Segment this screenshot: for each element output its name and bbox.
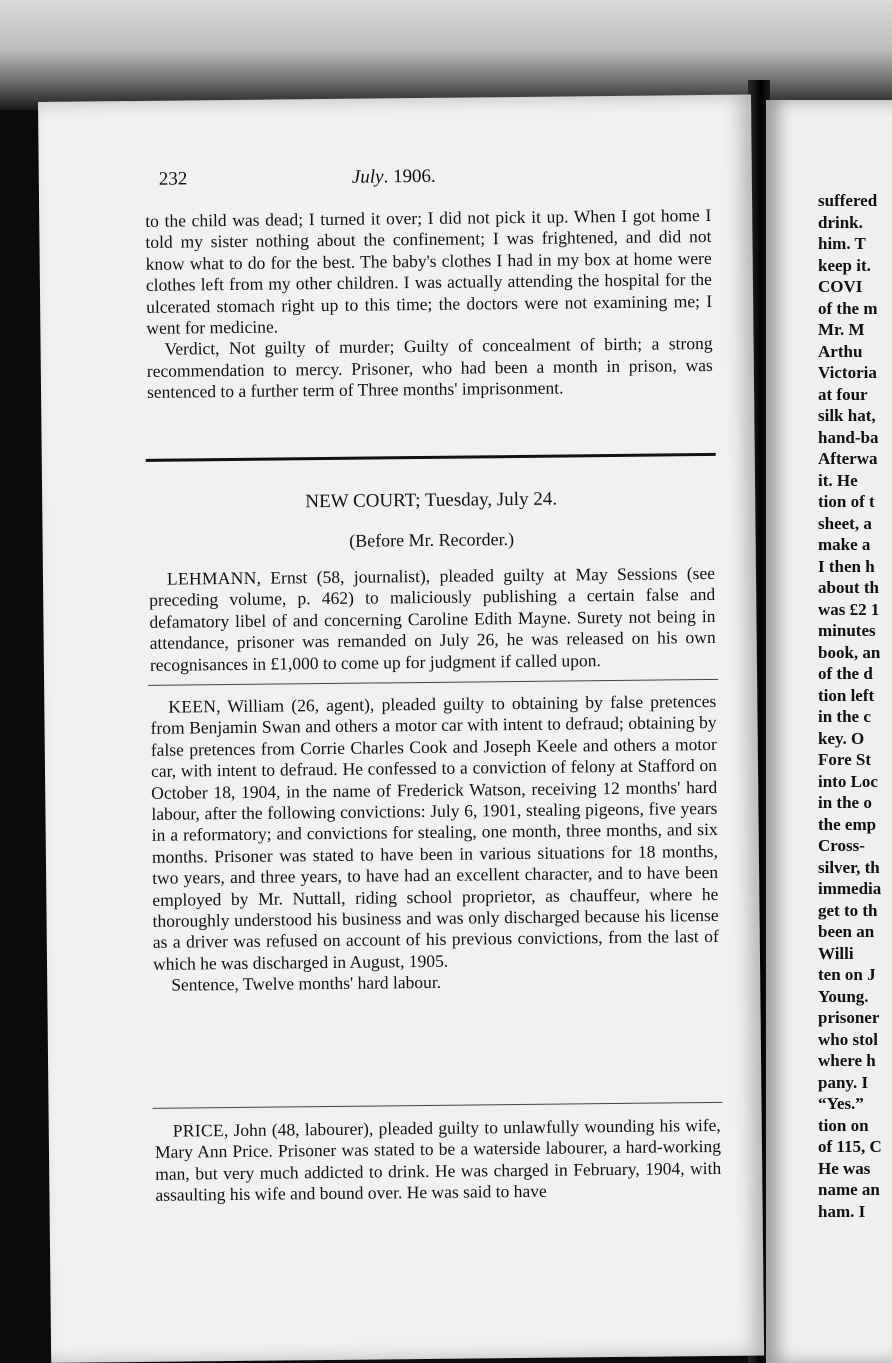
case-paragraph <box>149 563 716 676</box>
previous-case-text <box>145 205 713 404</box>
defendant-name: PRICE <box>172 1120 224 1141</box>
text-line: He was <box>818 1158 871 1178</box>
text-line: the emp <box>818 814 877 834</box>
text-line: tion left <box>818 685 875 705</box>
running-title-month: July <box>351 166 384 188</box>
text-line: prisoner <box>818 1008 880 1027</box>
court-heading: NEW COURT; Tuesday, July 24. <box>305 488 558 513</box>
text-line: COVI <box>818 277 863 296</box>
text-line: pany. I <box>818 1072 869 1092</box>
text-line: minutes <box>818 621 876 640</box>
text-line: hand-ba <box>818 427 879 447</box>
text-line: book, an <box>818 642 881 662</box>
text-line: suffered <box>818 191 878 210</box>
text-line: tion on <box>818 1115 869 1135</box>
defendant-name: LEHMANN <box>166 567 257 589</box>
right-page-fragment <box>766 100 892 1363</box>
page-header <box>159 164 629 197</box>
before-heading: (Before Mr. Recorder.) <box>349 529 515 551</box>
page-number: 232 <box>158 168 188 190</box>
text-line: who stol <box>818 1029 878 1049</box>
text-line: ham. I <box>818 1201 866 1221</box>
running-title-year: . 1906. <box>383 165 436 188</box>
text-line: Young. <box>818 986 869 1006</box>
text-line: it. He <box>818 470 858 490</box>
case-paragraph <box>155 1115 722 1207</box>
text-line: was £2 1 <box>818 599 880 619</box>
text-line: get to th <box>818 900 878 920</box>
text-line: Willi <box>818 943 854 963</box>
sentence-paragraph: Sentence, Twelve months' hard labour. <box>171 972 442 995</box>
running-title <box>159 164 629 191</box>
case-text: , William (26, agent), pleaded guilty to obtaining by false pretences from Benjamin Swan and others a motor car with intent to defraud; obtaining by false pretences from Corrie Charles Cook and Joseph Keele and others a motor car, with intent to defraud. He confessed to a conviction of felony at Stafford on October 18, 1904, in the name of Frederick Watson, receiving 12 months' hard labour, after the following convictions: July 6, 1901, stealing pigeons, five years in a reformatory; and convictions for stealing, one month, three months, and six months. Prisoner was stated to have been in various situations for 18 months, two years, and three years, to have had an excellent character, and to have been employed by Mr. Nuttall, riding school proprietor, as chauffeur, where he thoroughly understood his business and was only discharged because his license as a driver was refused on account of his previous convictions, from the last of which he was discharged in August, 1905. <box>150 690 719 974</box>
text-line: key. O <box>818 728 865 748</box>
text-line: Mr. M <box>818 320 865 339</box>
text-line: “Yes.” <box>818 1094 864 1113</box>
text-line: him. T <box>818 234 866 253</box>
text-line: in the c <box>818 707 871 726</box>
text-line: where h <box>818 1051 876 1070</box>
text-line: in the o <box>818 793 872 812</box>
text-line: Fore St <box>818 750 872 769</box>
paragraph: to the child was dead; I turned it over; I did not pick it up. When I got home I told my sister nothing about the confinement; I was frightened, and did not know what to do for the best. The baby's clothes I had in my box at home were clothes left from my other children. I was actually attending the hospital for the ulcerated stomach right up to this time; the doctors were not examining me; I went for medicine. <box>145 204 713 338</box>
text-line: sheet, a <box>818 513 872 533</box>
text-line: been an <box>818 922 875 941</box>
text-line: into Loc <box>818 771 878 791</box>
case-text: , Ernst (58, journalist), pleaded guilty at May Sessions (see preceding volume, p. 462) to maliciously publishing a certain false and defamatory libel of and concerning Caroline Edith Mayne. Surety not being in attendance, prisoner was remanded on July 26, he was released on his own recognisances in £1,000 to come up for judgment if called upon. <box>149 562 716 675</box>
case-paragraph <box>150 691 719 975</box>
text-line: Cross- <box>818 836 865 855</box>
case-text: , John (48, labourer), pleaded guilty to unlawfully wounding his wife, Mary Ann Price. Prisoner was stated to be a waterside labourer, a hard-working man, but very much addicted to drink. He was charged in February, 1904, with assaulting his wife and bound over. He was said to have <box>154 1114 722 1206</box>
text-line: silk hat, <box>818 406 876 425</box>
text-line: keep it. <box>818 255 871 275</box>
text-line: silver, th <box>818 857 880 877</box>
text-line: tion of t <box>818 492 875 511</box>
text-line: Arthu <box>818 341 863 361</box>
verdict-paragraph: Verdict, Not guilty of murder; Guilty of concealment of birth; a strong recommendation to mercy. Prisoner, who had been a month in prison, was sentenced to a further term of Three months' imprisonment. <box>146 333 713 403</box>
text-line: of the d <box>818 664 873 683</box>
text-line: Victoria <box>818 363 877 382</box>
text-line: immedia <box>818 879 882 898</box>
case-lehmann <box>149 563 716 676</box>
text-line: ten on J <box>818 965 876 984</box>
case-divider <box>148 679 718 686</box>
case-price <box>155 1115 722 1207</box>
text-line: I then h <box>818 556 875 576</box>
text-line: make a <box>818 535 871 554</box>
text-line: Afterwa <box>818 449 878 468</box>
section-rule <box>146 453 716 462</box>
text-line: about th <box>818 578 879 597</box>
text-line: name an <box>818 1180 880 1199</box>
left-page <box>38 95 764 1363</box>
text-line: drink. <box>818 212 863 232</box>
case-keen <box>150 691 719 997</box>
text-line: at four <box>818 384 868 404</box>
defendant-name: KEEN <box>168 696 217 717</box>
text-line: of 115, C <box>818 1137 882 1156</box>
right-page-text-lines <box>818 190 892 1222</box>
text-line: of the m <box>818 298 878 318</box>
case-divider <box>153 1102 723 1109</box>
